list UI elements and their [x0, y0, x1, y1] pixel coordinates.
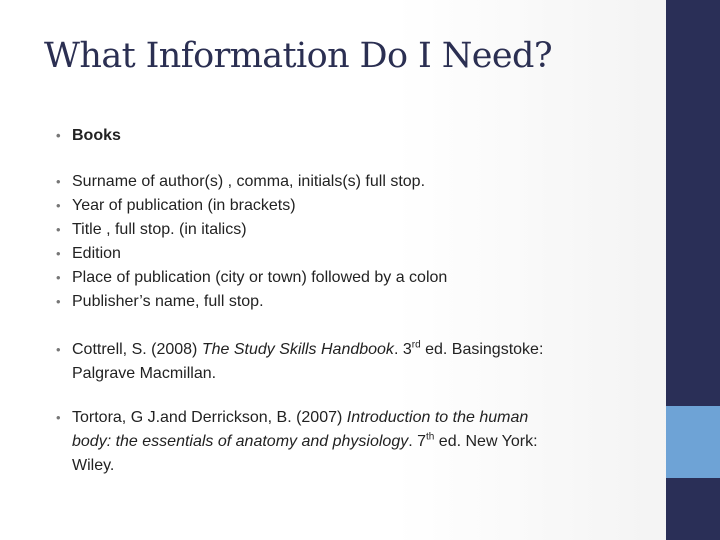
reference-edition-suffix: ed. Basingstoke:: [420, 341, 544, 358]
field-item-publisher: • Publisher’s name, full stop.: [56, 290, 646, 314]
reference-title-part1: Introduction to the human: [346, 409, 529, 426]
field-item-edition: • Edition: [56, 242, 646, 266]
reference-edition-prefix: . 7: [408, 433, 427, 450]
reference-edition-sup: rd: [411, 339, 421, 351]
reference-title: The Study Skills Handbook: [201, 341, 394, 358]
field-item-place: • Place of publication (city or town) followed by a colon: [56, 266, 646, 290]
slide-title: What Information Do I Need?: [44, 36, 552, 76]
reference-tortora: [56, 406, 646, 478]
accent-block: [666, 406, 720, 478]
reference-list-2: [56, 406, 646, 478]
reference-authors: Tortora, G J.and Derrickson, B. (2007): [72, 409, 347, 426]
reference-cottrell: [56, 338, 646, 386]
field-item-year: • Year of publication (in brackets): [56, 194, 646, 218]
field-list: [56, 170, 646, 314]
field-item-author: • Surname of author(s) , comma, initials(s) full stop.: [56, 170, 646, 194]
reference-edition-prefix: . 3: [393, 341, 412, 358]
books-heading: • Books: [56, 124, 646, 148]
reference-edition-sup: th: [426, 431, 435, 443]
reference-list-1: [56, 338, 646, 386]
reference-authors: Cottrell, S. (2008): [72, 341, 202, 358]
reference-edition-suffix: ed. New York:: [434, 433, 538, 450]
reference-title-part2: body: the essentials of anatomy and physiology: [72, 433, 409, 450]
field-item-title: • Title , full stop. (in italics): [56, 218, 646, 242]
books-section: [56, 124, 646, 148]
reference-title-line2: [72, 430, 646, 454]
reference-publisher: Wiley.: [72, 457, 115, 474]
reference-publisher: Palgrave Macmillan.: [72, 365, 217, 382]
